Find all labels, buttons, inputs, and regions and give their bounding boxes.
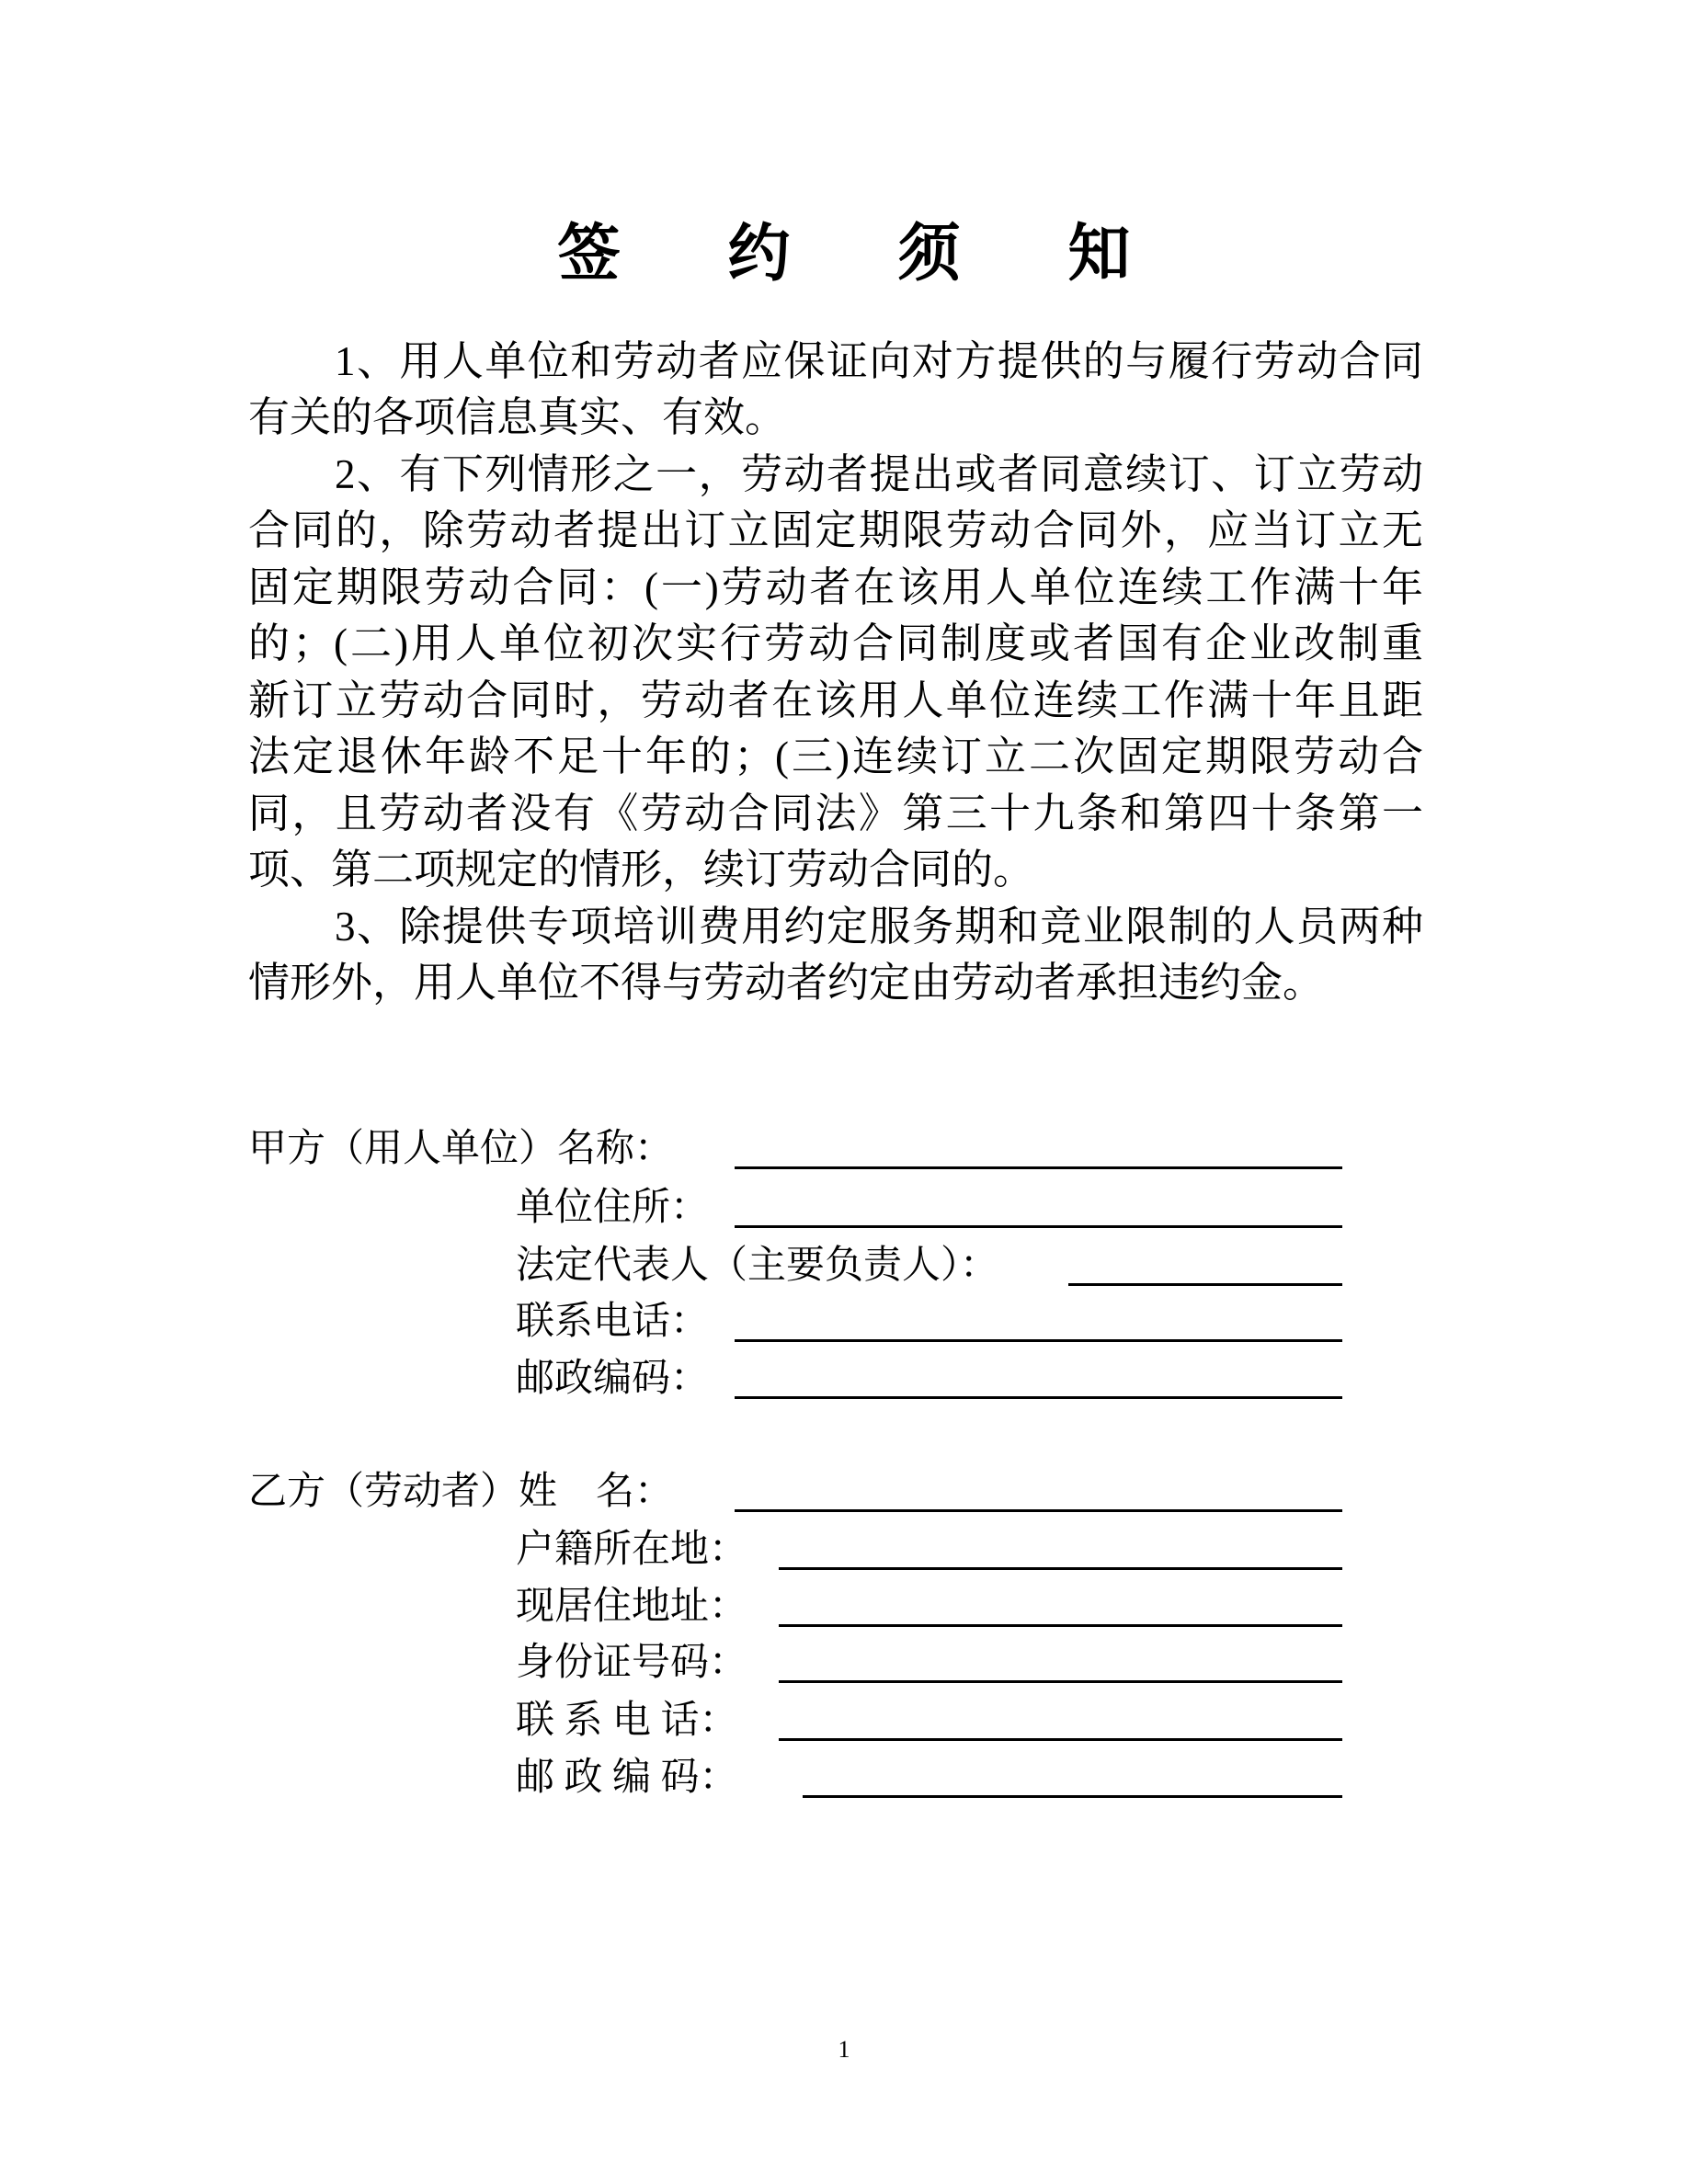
blank-line[interactable]: [735, 1339, 1342, 1342]
party-a-phone-field[interactable]: [516, 1294, 1352, 1349]
field-label: 单位住所：: [516, 1187, 710, 1229]
notice-line: 固定期限劳动合同：(一)劳动者在该用人单位连续工作满十年: [248, 564, 1423, 610]
party-a-address-field[interactable]: [516, 1180, 1352, 1235]
field-label: 乙方（劳动者）姓 名：: [248, 1471, 674, 1513]
party-b-hukou-field[interactable]: [516, 1522, 1352, 1577]
party-a-legal-rep-field[interactable]: [516, 1238, 1352, 1293]
notice-line: 同，且劳动者没有《劳动合同法》第三十九条和第四十条第一: [248, 791, 1423, 836]
blank-line[interactable]: [735, 1166, 1342, 1169]
page-title: 签 约 须 知: [557, 219, 1177, 289]
blank-line[interactable]: [735, 1225, 1342, 1228]
notice-line: 2、有下列情形之一，劳动者提出或者同意续订、订立劳动: [335, 451, 1423, 497]
notice-line: 1、用人单位和劳动者应保证向对方提供的与履行劳动合同: [335, 338, 1423, 384]
field-label: 甲方（用人单位）名称：: [248, 1128, 674, 1170]
blank-line[interactable]: [779, 1680, 1342, 1683]
notice-line: 项、第二项规定的情形，续订劳动合同的。: [248, 847, 1035, 893]
field-label: 联系电话：: [516, 1301, 710, 1343]
page-number: 1: [838, 2036, 850, 2063]
notice-line: 合同的，除劳动者提出订立固定期限劳动合同外，应当订立无: [248, 507, 1423, 553]
party-b-current-address-field[interactable]: [516, 1579, 1352, 1634]
notice-line: 3、除提供专项培训费用约定服务期和竞业限制的人员两种: [335, 904, 1423, 950]
blank-line[interactable]: [1068, 1283, 1342, 1286]
blank-line[interactable]: [779, 1567, 1342, 1570]
blank-line[interactable]: [803, 1795, 1342, 1798]
notice-line: 法定退休年龄不足十年的；(三)连续订立二次固定期限劳动合: [248, 734, 1423, 779]
field-label: 联 系 电 话：: [516, 1700, 738, 1742]
party-a-name-field[interactable]: [248, 1121, 1352, 1177]
party-b-phone-field[interactable]: [516, 1693, 1352, 1748]
field-label: 邮 政 编 码：: [516, 1757, 738, 1799]
blank-line[interactable]: [779, 1624, 1342, 1627]
field-label: 法定代表人（主要负责人）：: [516, 1245, 999, 1287]
notice-line: 情形外，用人单位不得与劳动者约定由劳动者承担违约金。: [248, 960, 1325, 1006]
blank-line[interactable]: [779, 1738, 1342, 1741]
party-b-id-number-field[interactable]: [516, 1635, 1352, 1690]
party-b-name-field[interactable]: [248, 1464, 1352, 1519]
notice-line: 新订立劳动合同时，劳动者在该用人单位连续工作满十年且距: [248, 677, 1423, 723]
party-b-postcode-field[interactable]: [516, 1750, 1352, 1805]
party-a-postcode-field[interactable]: [516, 1351, 1352, 1406]
field-label: 现居住地址：: [516, 1586, 748, 1628]
blank-line[interactable]: [735, 1509, 1342, 1512]
field-label: 邮政编码：: [516, 1358, 710, 1400]
notice-line: 有关的各项信息真实、有效。: [248, 394, 787, 440]
blank-line[interactable]: [735, 1396, 1342, 1399]
field-label: 户籍所在地：: [516, 1529, 748, 1571]
notice-line: 的；(二)用人单位初次实行劳动合同制度或者国有企业改制重: [248, 620, 1423, 666]
field-label: 身份证号码：: [516, 1642, 748, 1684]
